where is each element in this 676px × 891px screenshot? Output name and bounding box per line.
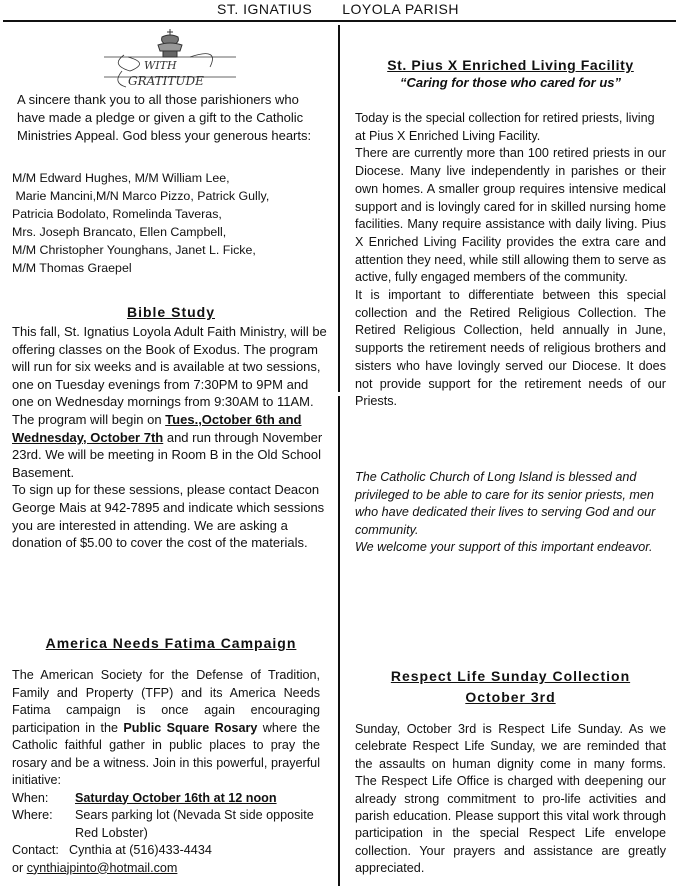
donor-names-list [12, 169, 330, 277]
bible-study-intro-text: This fall, St. Ignatius Loyola Adult Faith Ministry, will be offering classes on the Book of Exodus. The program will run for six weeks and is available at two sessions, one on Tuesday evenings from 7:30PM to 9PM and one on Wednesday mornings from 9:30AM to 11AM. The program will begin on [12, 324, 327, 427]
fatima-where-label: Where: [12, 808, 53, 822]
bible-study-title: Bible Study [126, 304, 215, 320]
fatima-section-header [12, 635, 330, 651]
bible-study-section-header [12, 304, 330, 320]
pius-closing [355, 469, 666, 557]
fatima-where-value: Sears parking lot (Nevada St side opposite Red Lobster) [75, 808, 314, 840]
church-icon [158, 29, 182, 57]
fatima-contact-value: Cynthia at (516)433-4434 [69, 843, 212, 857]
donor-names-line: M/M Christopher Younghans, Janet L. Ficke, [12, 243, 256, 257]
fatima-intro-text: The American Society for the Defense of Tradition, Family and Property (TFP) and its America Needs Fatima campaign is once again encouraging participation in the [12, 668, 320, 735]
pius-title: St. Pius X Enriched Living Facility [387, 57, 634, 73]
masthead-rule [3, 20, 676, 22]
gratitude-intro: A sincere thank you to all those parishioners who have made a pledge or given a gift to the Catholic Ministries Appeal. God bless your generous hearts: [17, 92, 312, 143]
pius-paragraph: There are currently more than 100 retired priests in our Diocese. Many live independently in parishes or their own homes. A smaller group requires intensive medical support and is lovingly cared for in skilled nursing home facilities. Many require assistance with daily living. Pius X Enriched Living Facility provides the extra care and attention they need, while still allowing them to serve as active, fully engaged members of the community. [355, 146, 666, 285]
fatima-or-label: or [12, 860, 27, 875]
fatima-email-row [12, 860, 320, 878]
fatima-public-square-rosary: Public Square Rosary [123, 720, 258, 735]
masthead-parish-name-right: LOYOLA PARISH [342, 1, 459, 17]
donor-names-line: Mrs. Joseph Brancato, Ellen Campbell, [12, 225, 227, 239]
pius-section-header [355, 57, 666, 90]
logo-text-with: WITH [144, 59, 177, 72]
donor-names-line: M/M Edward Hughes, M/M William Lee, [12, 171, 230, 185]
bible-study-signup-paragraph: To sign up for these sessions, please contact Deacon George Mais at 942-7895 and indicate which sessions you are interested in attending. We are asking a donation of $5.00 to cover the cost of the materials. [12, 482, 325, 551]
fatima-body [12, 667, 320, 877]
fatima-when-row [12, 790, 320, 808]
respect-life-title: Respect Life Sunday Collection [390, 668, 631, 684]
pius-closing-paragraph: We welcome your support of this important endeavor. [355, 540, 653, 554]
logo-text-gratitude: GRATITUDE [128, 74, 204, 88]
bible-study-paragraph [12, 323, 330, 481]
fatima-email-link[interactable]: cynthiajpinto@hotmail.com [26, 860, 178, 875]
bible-study-start-dates: Tues.,October 6th and Wednesday, October 7th [12, 411, 302, 445]
fatima-contact-label: Contact: [12, 843, 59, 857]
bible-study-body [12, 323, 330, 552]
pius-paragraph: It is important to differentiate between this special collection and the Retired Religious Collection. The Retired Religious Collection, held annually in June, supports the retirement needs of religious brothers and sisters who have lovingly served our Diocese. It does not provide support for the retirement needs of our Priests. [355, 288, 666, 409]
respect-life-section-header [355, 666, 666, 708]
pius-body [355, 110, 666, 411]
column-divider-lower [338, 396, 340, 886]
respect-life-body: Sunday, October 3rd is Respect Life Sunday. As we celebrate Respect Life Sunday, we are reminded that the assaults on human dignity come in many forms. The Respect Life Office is charged with deepening our already strong commitment to pro-life activities and parish education. Please support this vital work through participation in the special Respect Life envelope collection. Your prayers and assistance are greatly appreciated. [355, 722, 666, 876]
donor-names-line: Marie Mancini,M/N Marco Pizzo, Patrick Gully, [12, 189, 270, 203]
fatima-intro-end: where the Catholic faithful gather in public places to pray the rosary and be a witness. Join in this powerful, prayerful initiative: [12, 720, 320, 787]
donor-names-line: M/M Thomas Graepel [12, 261, 132, 275]
donor-names-line: Patricia Bodolato, Romelinda Taveras, [12, 207, 222, 221]
pius-paragraph: Today is the special collection for retired priests, living at Pius X Enriched Living Facility. [355, 111, 655, 143]
fatima-where-row [12, 807, 320, 842]
masthead-parish-name-left: ST. IGNATIUS [217, 1, 313, 17]
with-gratitude-logo [100, 27, 240, 89]
bible-study-schedule-text: and run through November 23rd. We will be meeting in Room B in the Old School Basement. [12, 429, 323, 480]
column-divider-upper [338, 25, 340, 392]
fatima-paragraph [12, 667, 320, 790]
pius-subtitle: “Caring for those who cared for us” [399, 75, 622, 90]
masthead [0, 0, 676, 19]
fatima-contact-row [12, 842, 320, 860]
fatima-when-label: When: [12, 790, 49, 805]
pius-closing-paragraph: The Catholic Church of Long Island is blessed and privileged to be able to care for its senior priests, men who have dedicated their lives to serving God and our community. [355, 470, 656, 537]
fatima-when-value: Saturday October 16th at 12 noon [75, 790, 277, 805]
fatima-title: America Needs Fatima Campaign [45, 635, 297, 651]
respect-life-date: October 3rd [465, 689, 556, 705]
